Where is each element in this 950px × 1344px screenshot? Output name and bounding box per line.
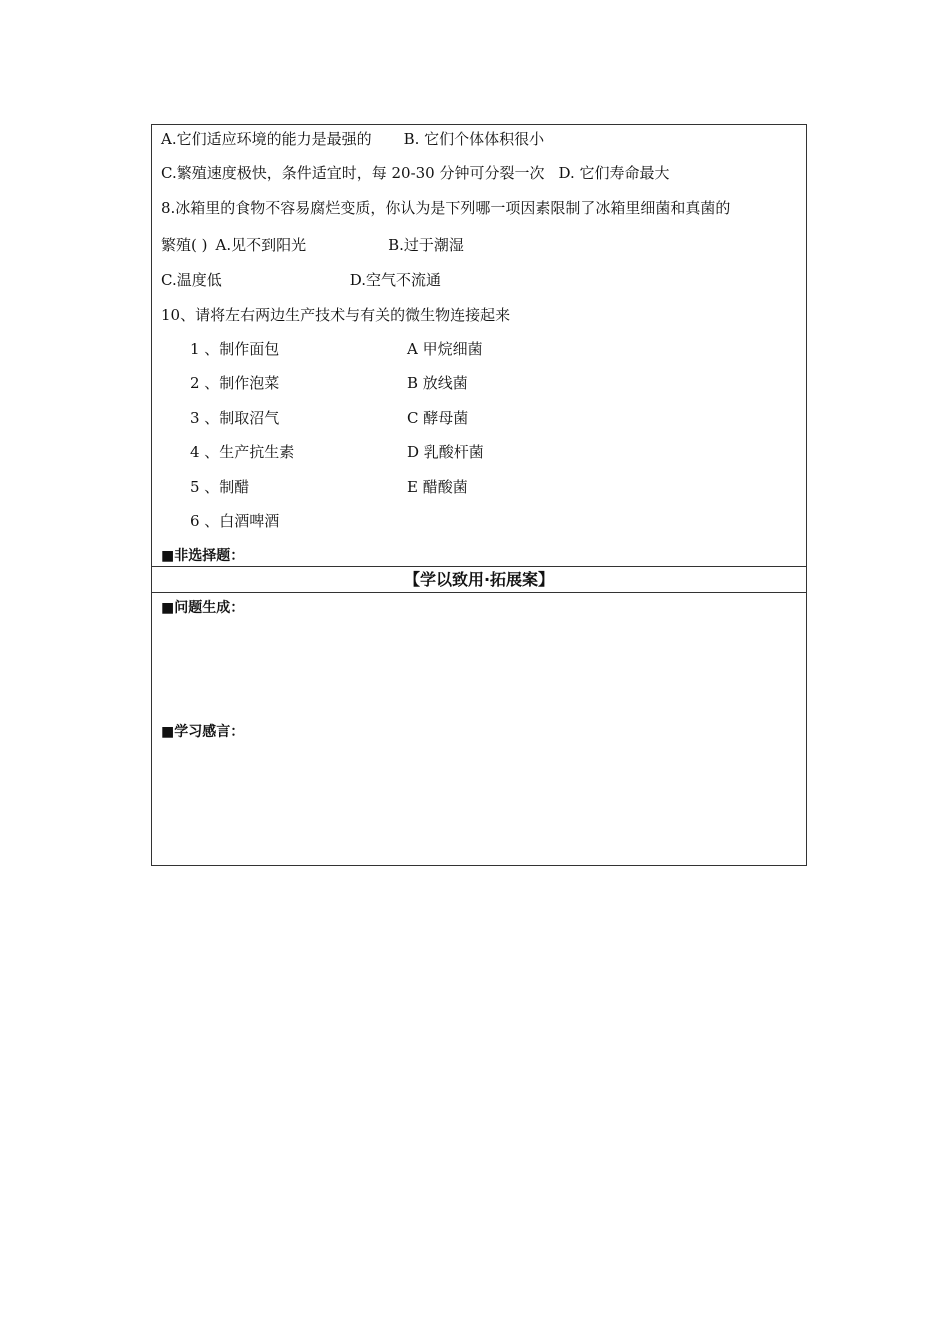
match-left-2: 2 、制作泡菜 xyxy=(190,374,280,392)
option-8b: B.过于潮湿 xyxy=(388,236,464,254)
match-right-c: C 酵母菌 xyxy=(407,409,469,427)
question-8-stem-cont xyxy=(161,235,464,255)
match-left-1: 1 、制作面包 xyxy=(190,340,280,358)
question-7-options-cd xyxy=(161,163,670,183)
question-10-stem: 10、请将左右两边生产技术与有关的微生物连接起来 xyxy=(161,306,511,324)
option-8d: D.空气不流通 xyxy=(349,271,441,289)
option-7d: D. 它们寿命最大 xyxy=(558,164,670,182)
non-choice-heading: ■非选择题： xyxy=(161,548,245,564)
question-8-stem: 8.冰箱里的食物不容易腐烂变质，你认为是下列哪一项因素限制了冰箱里细菌和真菌的 xyxy=(161,199,731,217)
question-8-blank: 繁殖( ) xyxy=(161,236,208,254)
match-left-6: 6 、白酒啤酒 xyxy=(190,512,280,530)
option-8c: C.温度低 xyxy=(161,271,222,289)
match-left-3: 3 、制取沼气 xyxy=(190,409,280,427)
extension-title: 【学以致用·拓展案】 xyxy=(152,567,806,593)
question-8-options-cd xyxy=(161,270,441,290)
question-generation-heading: ■问题生成： xyxy=(161,600,245,616)
match-left-4: 4 、生产抗生素 xyxy=(190,443,295,461)
match-right-e: E 醋酸菌 xyxy=(407,478,468,496)
option-7c: C.繁殖速度极快，条件适宜时，每 20-30 分钟可分裂一次 xyxy=(161,164,545,182)
match-left-5: 5 、制醋 xyxy=(190,478,250,496)
option-7b: B. 它们个体体积很小 xyxy=(403,130,545,148)
question-7-options-ab xyxy=(161,129,544,149)
reflection-heading: ■学习感言： xyxy=(161,724,245,740)
match-right-d: D 乳酸杆菌 xyxy=(407,443,484,461)
exercise-section xyxy=(152,125,806,567)
worksheet-table xyxy=(151,124,807,866)
option-7a: A.它们适应环境的能力是最强的 xyxy=(161,130,372,148)
option-8a: A.见不到阳光 xyxy=(215,236,307,254)
match-right-a: A 甲烷细菌 xyxy=(407,340,483,358)
match-right-b: B 放线菌 xyxy=(407,374,468,392)
